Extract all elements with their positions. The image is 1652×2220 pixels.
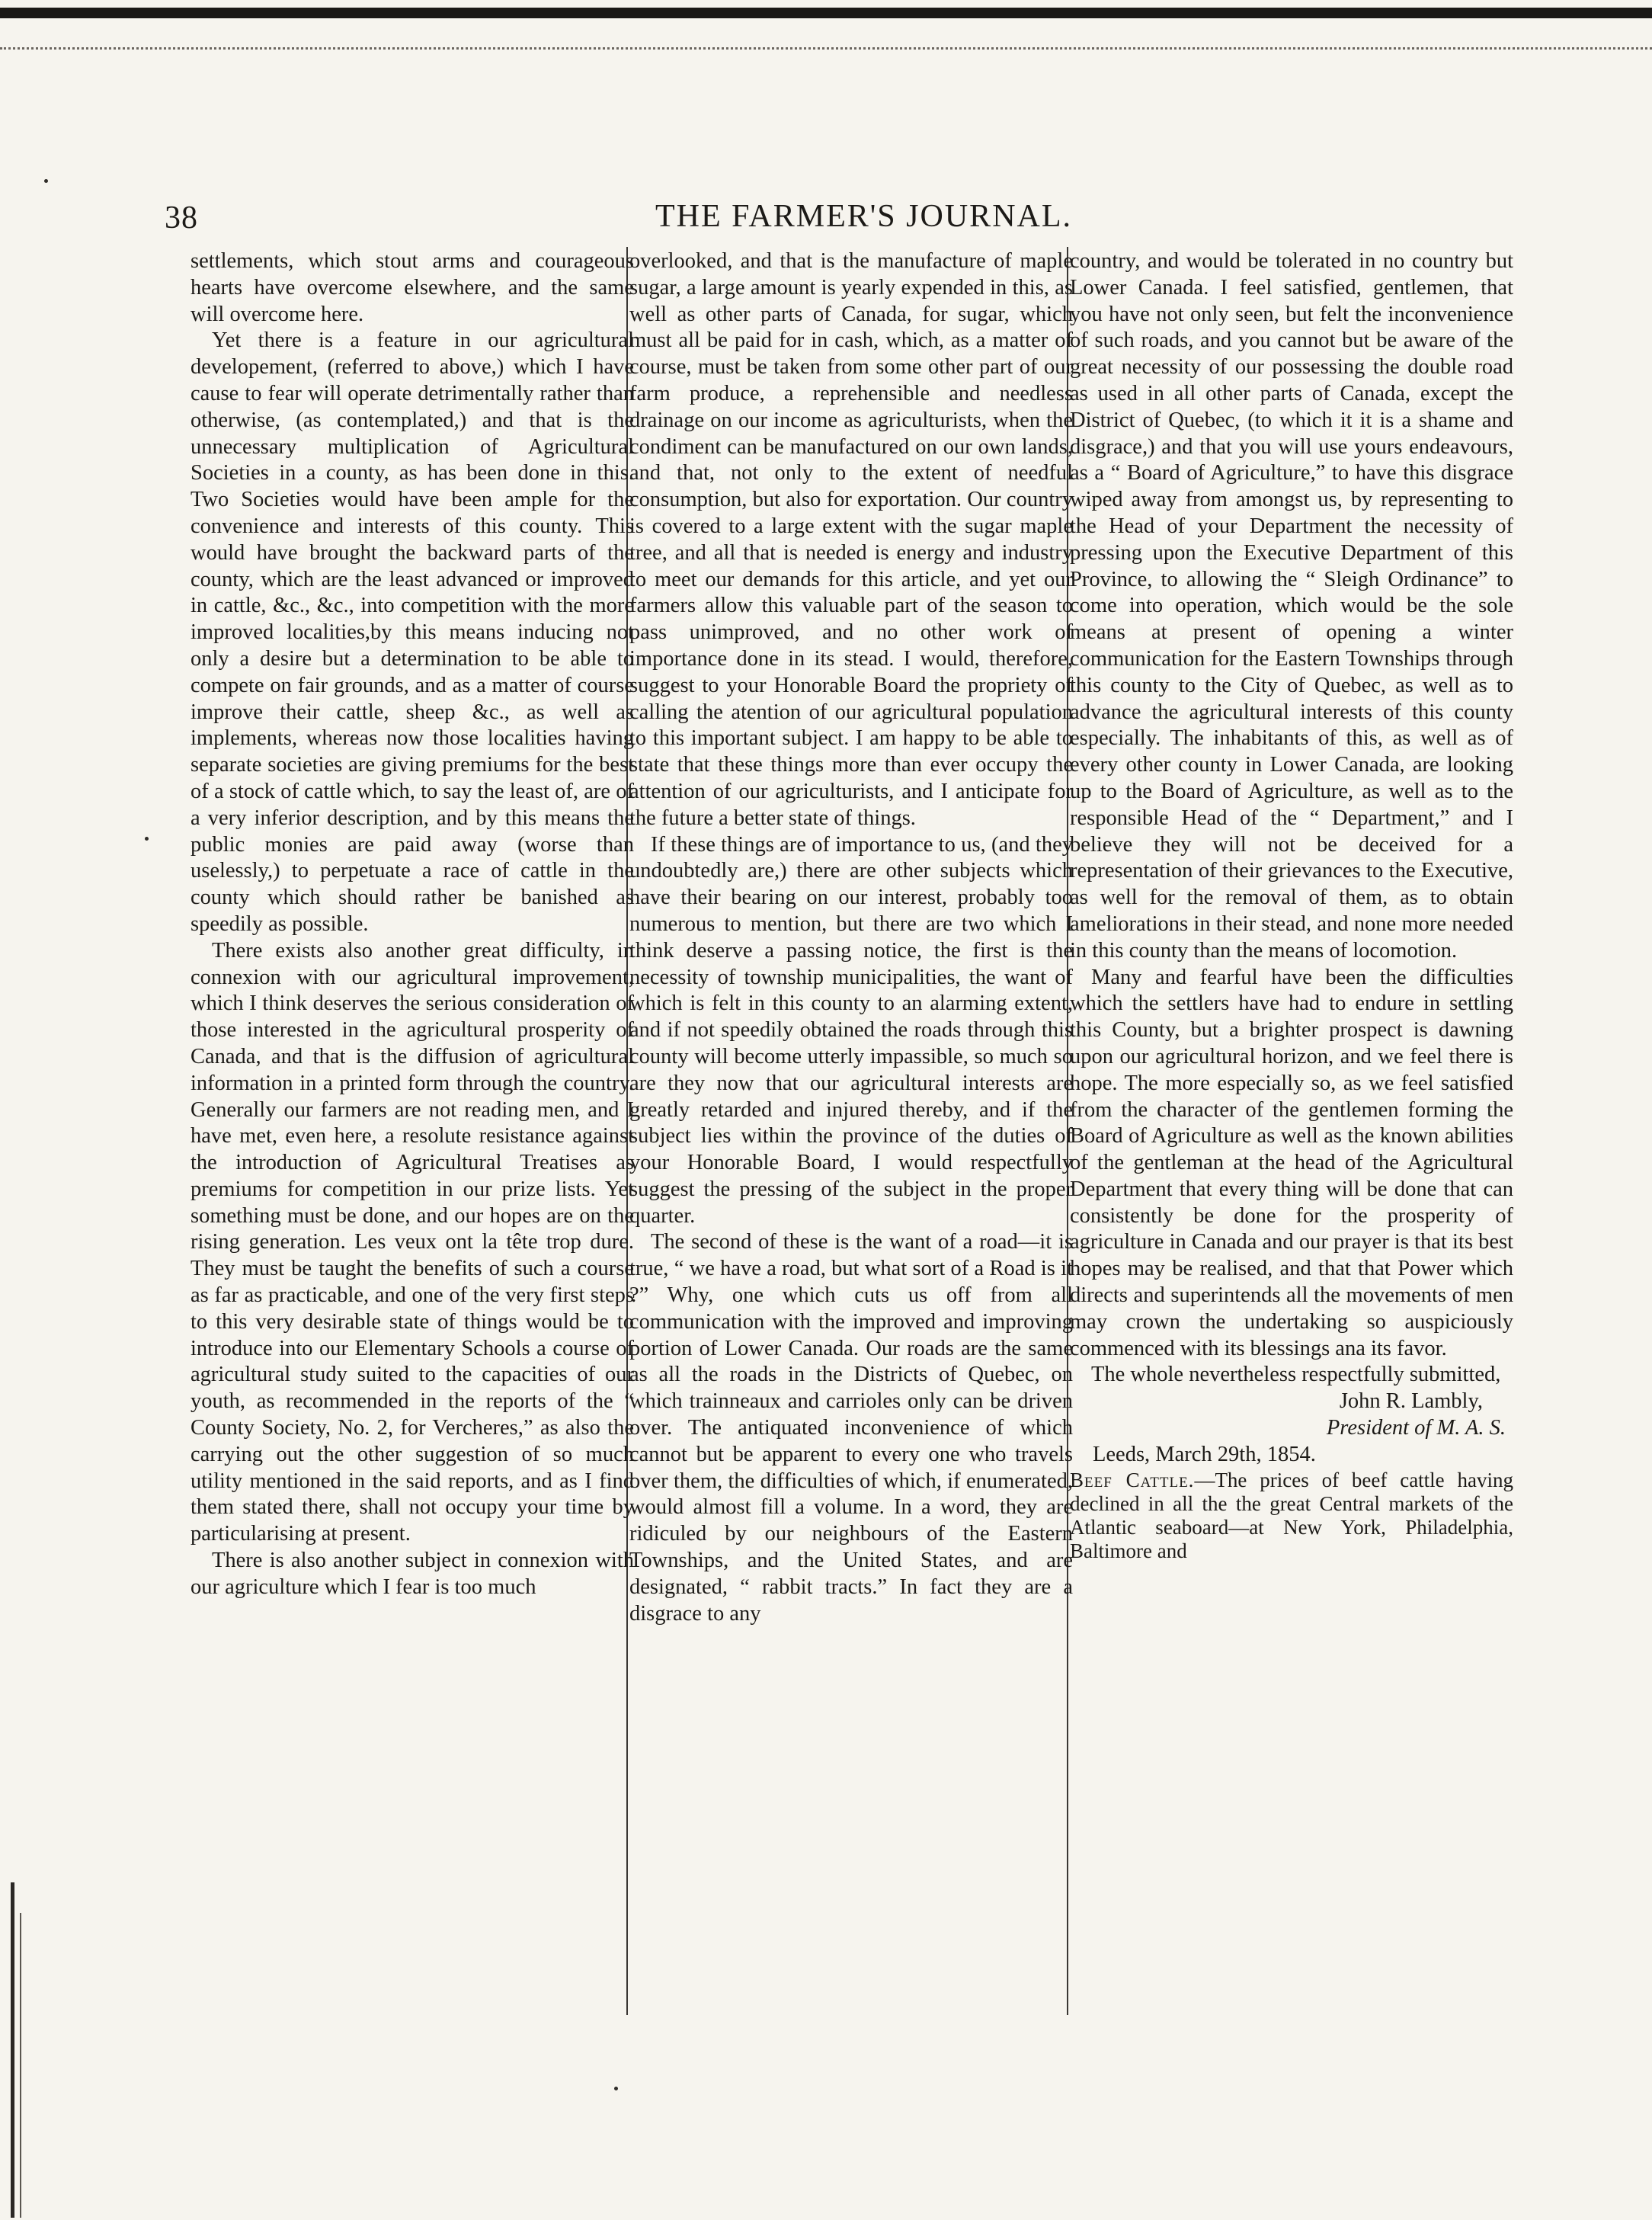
ink-speck — [44, 179, 48, 183]
top-print-noise — [0, 47, 1652, 54]
paragraph: Yet there is a feature in our agricultural developement, (referred to above,) which I have cause to fear will operate detrimentally rather than otherwise, (as contemplated,) and that is the unnecessary multiplication of Agricultural Societies in a county, as has been done in this. Two Societies would have been ample for the convenience and interests of this county. This would have brought the backward parts of the county, which are the least advanced or improved in cattle, &c., &c., into competition with the more improved localities,by this means inducing not only a desire but a determination to be able to compete on fair grounds, and as a matter of course improve their cattle, sheep &c., as well as implements, whereas now those localities having separate societies are giving premiums for the best of a stock of cattle which, to say the least of, are of a very inferior description, and by this means the public monies are paid away (worse than uselessly,) to perpetuate a race of cattle in the county which should rather be banished as speedily as possible. — [190, 328, 634, 936]
signature-title: President of M. A. S. — [1326, 1416, 1506, 1440]
paragraph: overlooked, and that is the manufacture of maple sugar, a large amount is yearly expended in this, as well as other parts of Canada, for sugar, which must all be paid for in cash, which, as a matter of course, must be taken from some other part of our farm produce, a reprehensible and needless drainage on our income as agriculturists, when the condiment can be manufactured on our own lands, and that, not only to the extent of needful consumption, but also for exportation. Our country is covered to a large extent with the sugar maple tree, and all that is needed is energy and industry to meet our demands for this article, and yet our farmers allow this valuable part of the season to pass unimproved, and no other work of importance done in its stead. I would, therefore, suggest to your Honorable Board the propriety of calling the atention of our agricultural population to this important subject. I am happy to be able to state that these things more than ever occupy the attention of our agriculturists, and I anticipate for the future a better state of things. — [629, 249, 1073, 830]
paragraph: There exists also another great difficulty, in connexion with our agricultural improvement, which I think deserves the serious consideration of those interested in the agricultural prosperity of Canada, and that is the diffusion of agricultural information in a printed form through the country. Generally our farmers are not reading men, and I have met, even here, a resolute resistance against the introduction of Agricultural Treatises as premiums for competition in our prize lists. Yet something must be done, and our hopes are on the rising generation. Les veux ont la tête trop dure. They must be taught the benefits of such a course as far as practicable, and one of the very first steps to this very desirable state of things would be to introduce into our Elementary Schools a course of agricultural study suited to the capacities of our youth, as recommended in the reports of the “ County Society, No. 2, for Vercheres,” as also the carrying out the other suggestion of so much utility mentioned in the said reports, and as I find them stated there, shall not occupy your time by particularising at present. — [190, 938, 634, 1546]
scan-edge-mark — [20, 1913, 21, 2218]
note-text: —The prices of beef cattle having declined in all the the great Central markets of the Atlantic seaboard—at New York, Philadelphia, Baltimore and — [1070, 1468, 1513, 1562]
article-column-2 — [629, 248, 1073, 1627]
signature-name: John R. Lambly, — [1339, 1389, 1483, 1414]
note-heading: Beef Cattle. — [1070, 1468, 1195, 1491]
paragraph: There is also another subject in connexion with our agriculture which I fear is too much — [190, 1549, 634, 1599]
article-column-3 — [1070, 248, 1513, 1563]
paragraph: Many and fearful have been the difficulties which the settlers have had to endure in settling this County, but a brighter prospect is dawning upon our agricultural horizon, and we feel there is hope. The more especially so, as we feel satisfied from the character of the gentlemen forming the Board of Agriculture as well as the known abilities of the gentleman at the head of the Agricultural Department that every thing will be done that can consistently be done for the prosperity of agriculture in Canada and our prayer is that its best hopes may be realised, and that that Power which directs and superintends all the movements of men may crown the undertaking so auspiciously commenced with its blessings ana its favor. — [1070, 965, 1513, 1360]
paragraph: The whole nevertheless respectfully submitted, — [1091, 1363, 1501, 1387]
paragraph: If these things are of importance to us, (and they undoubtedly are,) there are other subjects which have their bearing on our interest, probably too numerous to mention, but there are two which I think deserve a passing notice, the first is the necessity of township municipalities, the want of which is felt in this county to an alarming extent, and if not speedily obtained the roads through this county will become utterly impassible, so much so are they now that our agricultural interests are greatly retarded and injured thereby, and if the subject lies within the province of the duties of your Honorable Board, I would respectfully suggest the pressing of the subject in the proper quarter. — [629, 832, 1073, 1228]
ink-speck — [145, 837, 149, 841]
beef-cattle-note — [1070, 1469, 1513, 1563]
paragraph: settlements, which stout arms and courageous hearts have overcome elsewhere, and the same will overcome here. — [190, 249, 634, 326]
ink-speck — [614, 2087, 618, 2090]
article-column-1 — [190, 248, 634, 1601]
dateline: Leeds, March 29th, 1854. — [1093, 1442, 1316, 1466]
paragraph: The second of these is the want of a road—it is true, “ we have a road, but what sort of a Road is it ?” Why, one which cuts us off from all communication with the improved and improving portion of Lower Canada. Our roads are the same as all the roads in the Districts of Quebec, on which trainneaux and carrioles only can be driven over. The antiquated inconvenience of which cannot but be apparent to every one who travels over them, the difficulties of which, if enumerated, would almost fill a volume. In a word, they are ridiculed by our neighbours of the Eastern Townships, and the United States, and are designated, “ rabbit tracts.” In fact they are a disgrace to any — [629, 1230, 1073, 1626]
top-border-rule — [0, 8, 1652, 18]
paragraph: country, and would be tolerated in no country but Lower Canada. I feel satisfied, gentlemen, that you have not only seen, but felt the inconvenience of such roads, and you cannot but be aware of the great necessity of our possessing the double road as used in all other parts of Canada, except the District of Quebec, (to which it it is a shame and disgrace,) and that you will use yours endeavours, as a “ Board of Agriculture,” to have this disgrace wiped away from amongst us, by representing to the Head of your Department the necessity of pressing upon the Executive Department of this Province, to allowing the “ Sleigh Ordinance” to come into operation, which would be the sole means at present of opening a winter communication for the Eastern Townships through this county to the City of Quebec, as well as to advance the agricultural interests of this county especially. The inhabitants of this, as well as of every other county in Lower Canada, are looking up to the Board of Agriculture, as well as to the responsible Head of the “ Department,” and I believe they will not be deceived for a representation of their grievances to the Executive, as well for the removal of them, as to obtain ameliorations in their stead, and none more needed in this county than the means of locomotion. — [1070, 249, 1513, 963]
scan-edge-mark — [11, 1882, 14, 2218]
page-title: THE FARMER'S JOURNAL. — [655, 199, 1073, 234]
page-number: 38 — [165, 200, 198, 235]
